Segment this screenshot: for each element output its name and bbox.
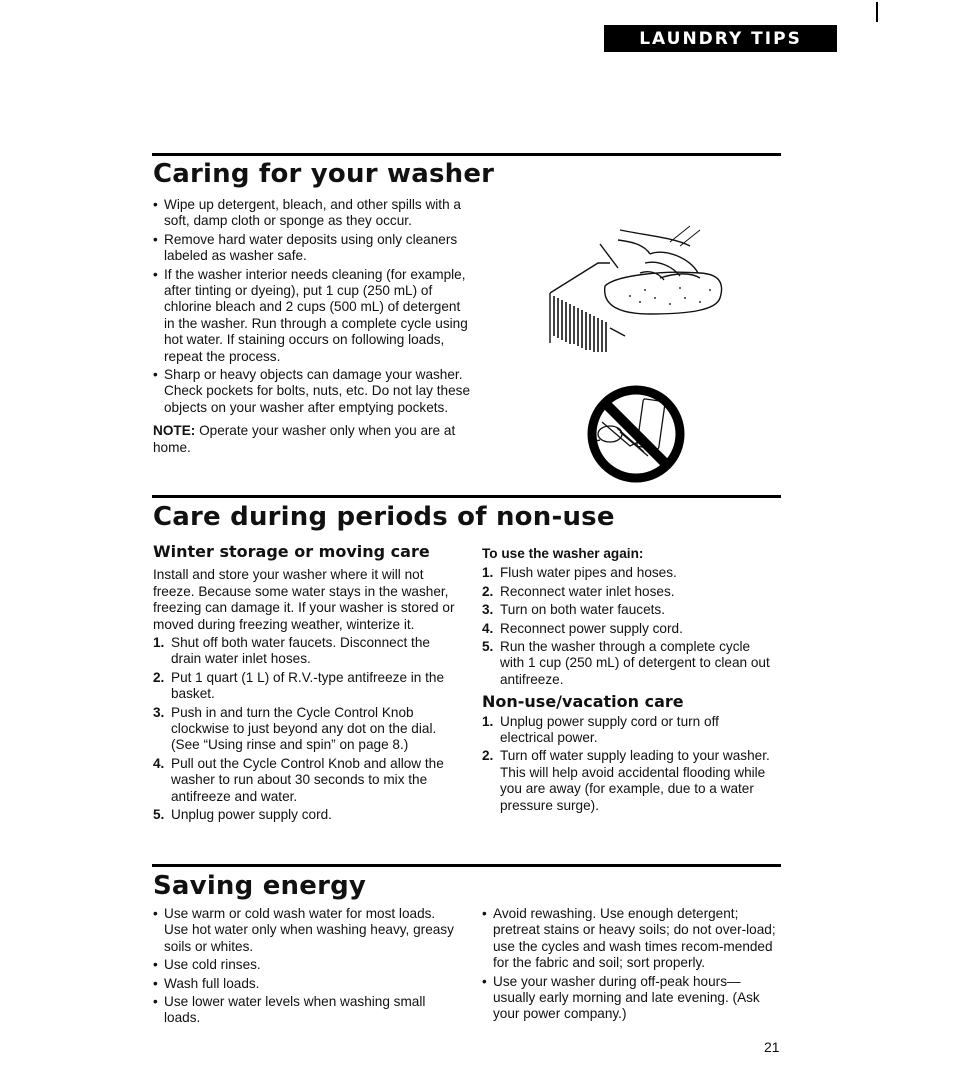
caring-bullet: • If the washer interior needs cleaning (for example, after tinting or dyeing), put 1 cup (250 mL) of chlorine bleach and 2 cups (500 mL) of detergent in the washer. Run through a complete cycle using hot water. If staining occurs on following loads, repeat the process. (153, 267, 471, 365)
vacation-care-title: Non-use/vacation care (482, 692, 684, 712)
winter-storage-section (153, 544, 457, 826)
use-again-section (482, 546, 772, 816)
use-again-step: 2. Reconnect water inlet hoses. (482, 583, 675, 599)
winter-step: 4. Pull out the Cycle Control Knob and allow the washer to run about 30 seconds to mix the antifreeze and water. (153, 755, 444, 804)
section-rule-caring (152, 153, 781, 156)
energy-bullet: • Use warm or cold wash water for most loads. Use hot water only when washing heavy, greasy soils or whites. (153, 906, 458, 955)
energy-right-list (482, 906, 782, 1023)
note-text: Operate your washer only when you are at home. (153, 423, 456, 455)
winter-storage-title: Winter storage or moving care (153, 542, 430, 561)
caring-bullet-list (153, 197, 471, 416)
caring-bullet: • Remove hard water deposits using only cleaners labeled as washer safe. (153, 232, 471, 265)
hand-sponge-illustration (540, 218, 740, 358)
vacation-step: 1. Unplug power supply cord or turn off electrical power. (482, 713, 719, 746)
energy-bullet: • Use lower water levels when washing small loads. (153, 994, 458, 1027)
winter-step: 3. Push in and turn the Cycle Control Knob clockwise to just beyond any dot on the dial. (See “Using rinse and spin” on page 8.) (153, 704, 437, 753)
energy-bullet: • Avoid rewashing. Use enough detergent; pretreat stains or heavy soils; do not over-load; use the cycles and wash times recom-mended for the fabric and soil; sort properly. (482, 906, 782, 972)
vacation-steps-list (482, 714, 772, 814)
use-again-step: 3. Turn on both water faucets. (482, 602, 665, 618)
winter-step: 1. Shut off both water faucets. Disconnect the drain water inlet hoses. (153, 635, 430, 667)
energy-bullet: • Use your washer during off-peak hours—usually early morning and late evening. (Ask your power company.) (482, 974, 782, 1023)
energy-title: Saving energy (153, 871, 367, 901)
winter-storage-intro: Install and store your washer where it will not freeze. Because some water stays in the washer, freezing can damage it. If your washer is stored or moved during freezing weather, winterize it. (153, 567, 455, 632)
note-label: NOTE: (153, 423, 196, 439)
caring-note (153, 423, 471, 456)
page-edge-mark (876, 2, 878, 22)
section-header-badge (604, 25, 837, 52)
use-again-step: 1. Flush water pipes and hoses. (482, 565, 677, 581)
caring-body (153, 197, 471, 456)
section-rule-nonuse (152, 495, 781, 498)
caring-bullet: • Sharp or heavy objects can damage your washer. Check pockets for bolts, nuts, etc. Do not lay these objects on your washer after emptying pockets. (153, 367, 471, 416)
winter-step: 5. Unplug power supply cord. (153, 807, 332, 823)
use-again-steps-list (482, 565, 772, 688)
energy-bullet: • Use cold rinses. (153, 957, 458, 973)
caring-bullet: • Wipe up detergent, bleach, and other spills with a soft, damp cloth or sponge as they occur. (153, 197, 471, 230)
energy-bullet: • Wash full loads. (153, 976, 458, 992)
vacation-step: 2. Turn off water supply leading to your washer. This will help avoid accidental flooding while you are away (for example, due to a water pressure surge). (482, 748, 770, 813)
page-number: 21 (764, 1039, 780, 1055)
winter-steps-list (153, 635, 457, 823)
winter-step: 2. Put 1 quart (1 L) of R.V.-type antifreeze in the basket. (153, 669, 445, 702)
energy-left-column (153, 906, 458, 1029)
energy-left-list (153, 906, 458, 1027)
section-rule-energy (152, 864, 781, 867)
caring-title: Caring for your washer (153, 159, 495, 189)
nonuse-title: Care during periods of non-use (153, 502, 615, 532)
use-again-step: 4. Reconnect power supply cord. (482, 620, 683, 636)
header-title: LAUNDRY TIPS (639, 28, 802, 49)
use-again-step: 5. Run the washer through a complete cycle with 1 cup (250 mL) of detergent to clean out antifreeze. (482, 639, 770, 687)
energy-right-column (482, 906, 782, 1025)
use-again-title: To use the washer again: (482, 546, 644, 561)
prohibition-sign-icon (572, 382, 692, 486)
